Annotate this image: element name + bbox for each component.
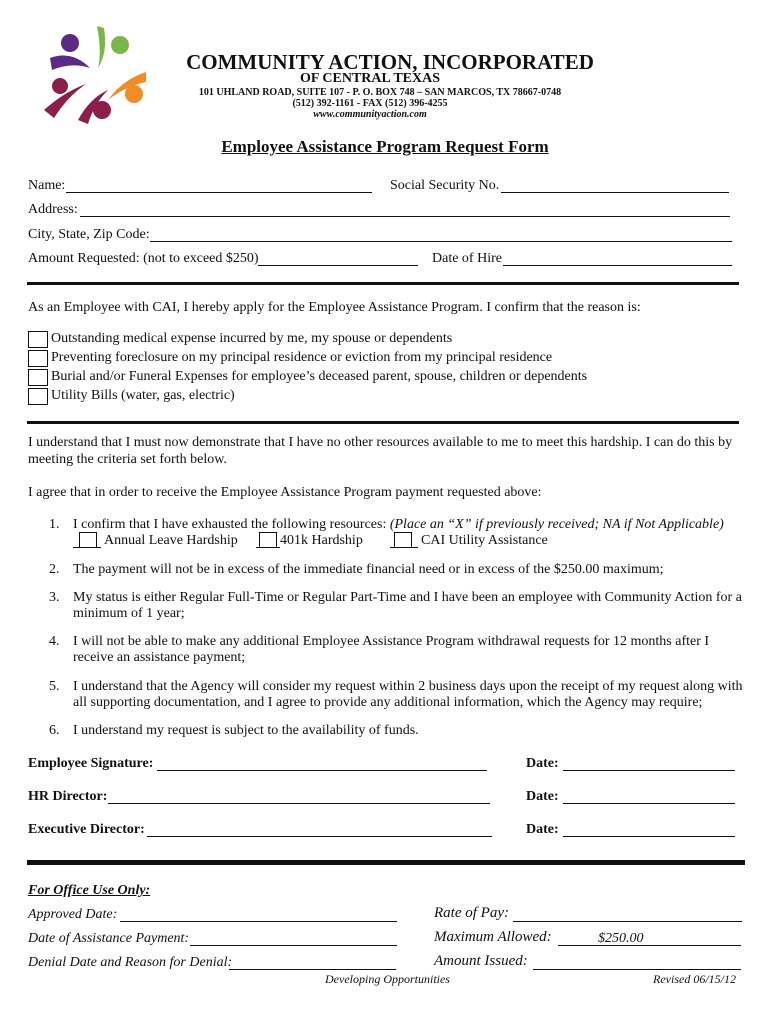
- community-action-logo: [42, 22, 152, 130]
- understand-line-1: I understand that I must now demonstrate that I have no other resources available to me to meet this hardship. I can do this by: [28, 435, 733, 450]
- assistance-date-field[interactable]: [190, 945, 397, 946]
- approved-date-label: Approved Date:: [28, 907, 118, 922]
- approved-date-field[interactable]: [120, 921, 397, 922]
- rate-of-pay-field[interactable]: [513, 921, 742, 922]
- employee-signature-label: Employee Signature:: [28, 756, 154, 771]
- hire-date-label: Date of Hire: [432, 251, 502, 266]
- agree-text: I agree that in order to receive the Employee Assistance Program payment requested above:: [28, 485, 542, 500]
- address-field[interactable]: [80, 216, 730, 217]
- item-2-number: 2.: [49, 562, 60, 577]
- item-4-line-1: I will not be able to make any additional Employee Assistance Program withdrawal requests for 12 months after I: [73, 634, 710, 649]
- understand-line-2: meeting the criteria set forth below.: [28, 452, 227, 467]
- item-1-text: [73, 517, 724, 533]
- item-1-main: I confirm that I have exhausted the following resources:: [73, 517, 390, 532]
- reason-checkbox-medical[interactable]: [28, 331, 48, 348]
- reason-checkbox-utility[interactable]: [28, 388, 48, 405]
- name-field[interactable]: [66, 192, 372, 193]
- item-5-line-2: all supporting documentation, and I agree to provide any additional information, which the Agency may require;: [73, 695, 703, 710]
- item-6-text: I understand my request is subject to the availability of funds.: [73, 723, 419, 738]
- org-name: COMMUNITY ACTION, INCORPORATED: [186, 50, 594, 74]
- hr-date-label: Date:: [526, 789, 559, 804]
- maximum-allowed-label: Maximum Allowed:: [434, 929, 552, 945]
- denial-field[interactable]: [229, 969, 396, 970]
- divider-2: [27, 421, 739, 424]
- maximum-allowed-field[interactable]: [558, 945, 741, 946]
- reason-medical: Outstanding medical expense incurred by me, my spouse or dependents: [51, 331, 453, 346]
- resource-checkbox-401k[interactable]: [259, 532, 277, 548]
- reason-checkbox-burial[interactable]: [28, 369, 48, 386]
- resource-annual-leave: Annual Leave Hardship: [104, 533, 238, 548]
- divider-1: [27, 282, 739, 285]
- amount-label: Amount Requested: (not to exceed $250): [28, 251, 259, 266]
- reason-foreclosure: Preventing foreclosure on my principal residence or eviction from my principal residence: [51, 350, 553, 365]
- city-field[interactable]: [150, 241, 732, 242]
- city-label: City, State, Zip Code:: [28, 227, 150, 242]
- org-phone: (512) 392-1161 - FAX (512) 396-4255: [292, 98, 448, 109]
- form-title: Employee Assistance Program Request Form: [221, 137, 549, 156]
- org-sub: OF CENTRAL TEXAS: [299, 71, 441, 86]
- exec-date-field[interactable]: [563, 836, 735, 837]
- item-1-italic: (Place an “X” if previously received; NA if Not Applicable): [389, 517, 724, 532]
- hire-date-field[interactable]: [503, 265, 732, 266]
- ssn-field[interactable]: [501, 192, 729, 193]
- item-6-number: 6.: [49, 723, 60, 738]
- item-1-number: 1.: [49, 517, 60, 532]
- hr-director-field[interactable]: [108, 803, 490, 804]
- address-label: Address:: [28, 202, 78, 217]
- office-use-title: For Office Use Only:: [28, 883, 151, 898]
- executive-director-field[interactable]: [147, 836, 492, 837]
- resource-401k: 401k Hardship: [280, 533, 363, 548]
- reason-intro: As an Employee with CAI, I hereby apply for the Employee Assistance Program. I confirm that the reason is:: [28, 300, 641, 315]
- amount-issued-field[interactable]: [533, 969, 741, 970]
- rate-of-pay-label: Rate of Pay:: [434, 905, 509, 921]
- executive-director-label: Executive Director:: [28, 822, 145, 837]
- employee-date-label: Date:: [526, 756, 559, 771]
- assistance-date-label: Date of Assistance Payment:: [28, 931, 190, 946]
- item-4-number: 4.: [49, 634, 60, 649]
- resource-checkbox-annual-leave[interactable]: [79, 532, 97, 548]
- exec-date-label: Date:: [526, 822, 559, 837]
- footer-revised: Revised 06/15/12: [653, 972, 736, 986]
- item-5-number: 5.: [49, 679, 60, 694]
- item-3-line-1: My status is either Regular Full-Time or Regular Part-Time and I have been an employee with Community Action for a: [73, 590, 742, 605]
- org-website: www.communityaction.com: [313, 109, 427, 120]
- item-3-line-2: minimum of 1 year;: [73, 606, 185, 621]
- footer-tagline: Developing Opportunities: [325, 972, 450, 986]
- hr-date-field[interactable]: [563, 803, 735, 804]
- reason-checkbox-foreclosure[interactable]: [28, 350, 48, 367]
- divider-3: [27, 860, 745, 865]
- denial-label: Denial Date and Reason for Denial:: [28, 955, 233, 970]
- maximum-allowed-value: $250.00: [598, 931, 644, 946]
- name-label: Name:: [28, 178, 66, 193]
- resource-utility: CAI Utility Assistance: [421, 533, 548, 548]
- ssn-label: Social Security No.: [390, 178, 500, 193]
- hr-director-label: HR Director:: [28, 789, 108, 804]
- employee-date-field[interactable]: [563, 770, 735, 771]
- item-5-line-1: I understand that the Agency will consider my request within 2 business days upon the receipt of my request along with: [73, 679, 743, 694]
- employee-signature-field[interactable]: [157, 770, 487, 771]
- item-3-number: 3.: [49, 590, 60, 605]
- amount-issued-label: Amount Issued:: [434, 953, 528, 969]
- item-2-text: The payment will not be in excess of the immediate financial need or in excess of the $250.00 maximum;: [73, 562, 664, 577]
- reason-utility: Utility Bills (water, gas, electric): [51, 388, 235, 403]
- item-4-line-2: receive an assistance payment;: [73, 650, 246, 665]
- reason-burial: Burial and/or Funeral Expenses for employee’s deceased parent, spouse, children or dependents: [51, 369, 588, 384]
- org-address: 101 UHLAND ROAD, SUITE 107 - P. O. BOX 748 – SAN MARCOS, TX 78667-0748: [198, 87, 562, 98]
- amount-field[interactable]: [258, 265, 418, 266]
- resource-checkbox-utility[interactable]: [394, 532, 412, 548]
